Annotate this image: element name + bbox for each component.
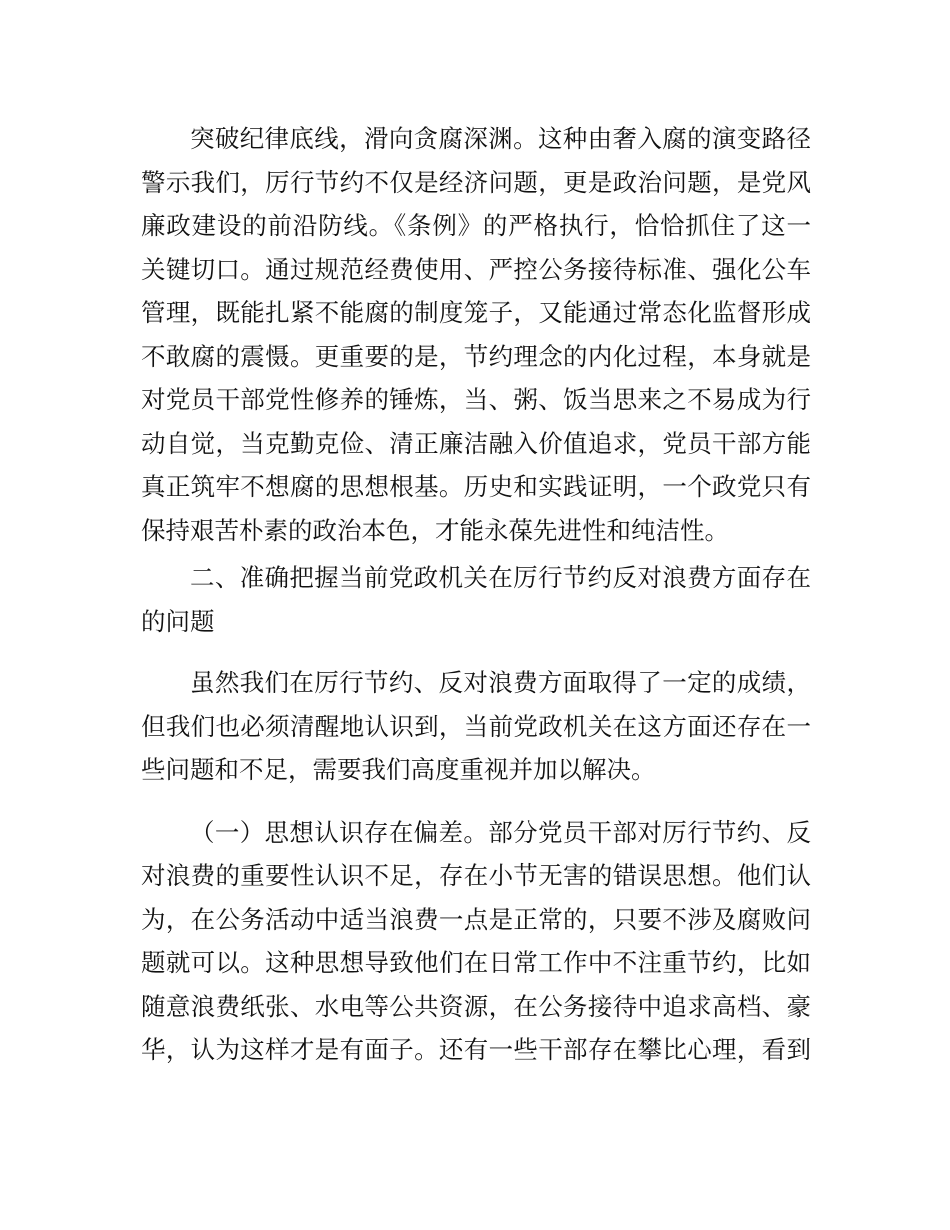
text-line: 为，在公务活动中适当浪费一点是正常的，只要不涉及腐败问 [141, 904, 811, 934]
paragraph-intro-problems [141, 661, 811, 792]
paragraph-ideological-deviation [141, 811, 811, 1072]
text-line: 但我们也必须清醒地认识到，当前党政机关在这方面还存在一 [141, 711, 811, 741]
heading-line: 二、准确把握当前党政机关在厉行节约反对浪费方面存在 [190, 563, 811, 592]
text-line: 对党员干部党性修养的锤炼，当、粥、饭当思来之不易成为行 [141, 385, 811, 414]
text-line: 虽然我们在厉行节约、反对浪费方面取得了一定的成绩， [190, 668, 811, 697]
text-line: 不敢腐的震慑。更重要的是，节约理念的内化过程，本身就是 [141, 341, 811, 371]
text-line: 题就可以。这种思想导致他们在日常工作中不注重节约，比如 [141, 948, 811, 977]
text-line: 突破纪律底线，滑向贪腐深渊。这种由奢入腐的演变路径 [190, 124, 811, 153]
text-line: （一）思想认识存在偏差。部分党员干部对厉行节约、反 [190, 817, 811, 847]
paragraph-discipline [141, 117, 811, 552]
text-line: 真正筑牢不想腐的思想根基。历史和实践证明，一个政党只有 [141, 472, 811, 501]
text-line: 管理，既能扎紧不能腐的制度笼子，又能通过常态化监督形成 [141, 298, 811, 327]
text-line: 警示我们，厉行节约不仅是经济问题，更是政治问题，是党风 [141, 167, 811, 197]
text-line: 关键切口。通过规范经费使用、严控公务接待标准、强化公车 [141, 254, 811, 284]
text-line: 对浪费的重要性认识不足，存在小节无害的错误思想。他们认 [141, 861, 811, 890]
heading-line: 的问题 [141, 606, 215, 636]
text-line: 保持艰苦朴素的政治本色，才能永葆先进性和纯洁性。 [141, 515, 729, 545]
text-line: 随意浪费纸张、水电等公共资源，在公务接待中追求高档、豪 [141, 991, 811, 1021]
section-heading-2 [141, 556, 811, 643]
text-line: 廉政建设的前沿防线。《条例》的严格执行，恰恰抓住了这一 [141, 211, 811, 240]
text-line: 华，认为这样才是有面子。还有一些干部存在攀比心理，看到 [141, 1035, 811, 1064]
text-line: 动自觉，当克勤克俭、清正廉洁融入价值追求，党员干部方能 [141, 428, 811, 458]
text-line: 些问题和不足，需要我们高度重视并加以解决。 [141, 755, 656, 784]
document-body [141, 117, 811, 1072]
